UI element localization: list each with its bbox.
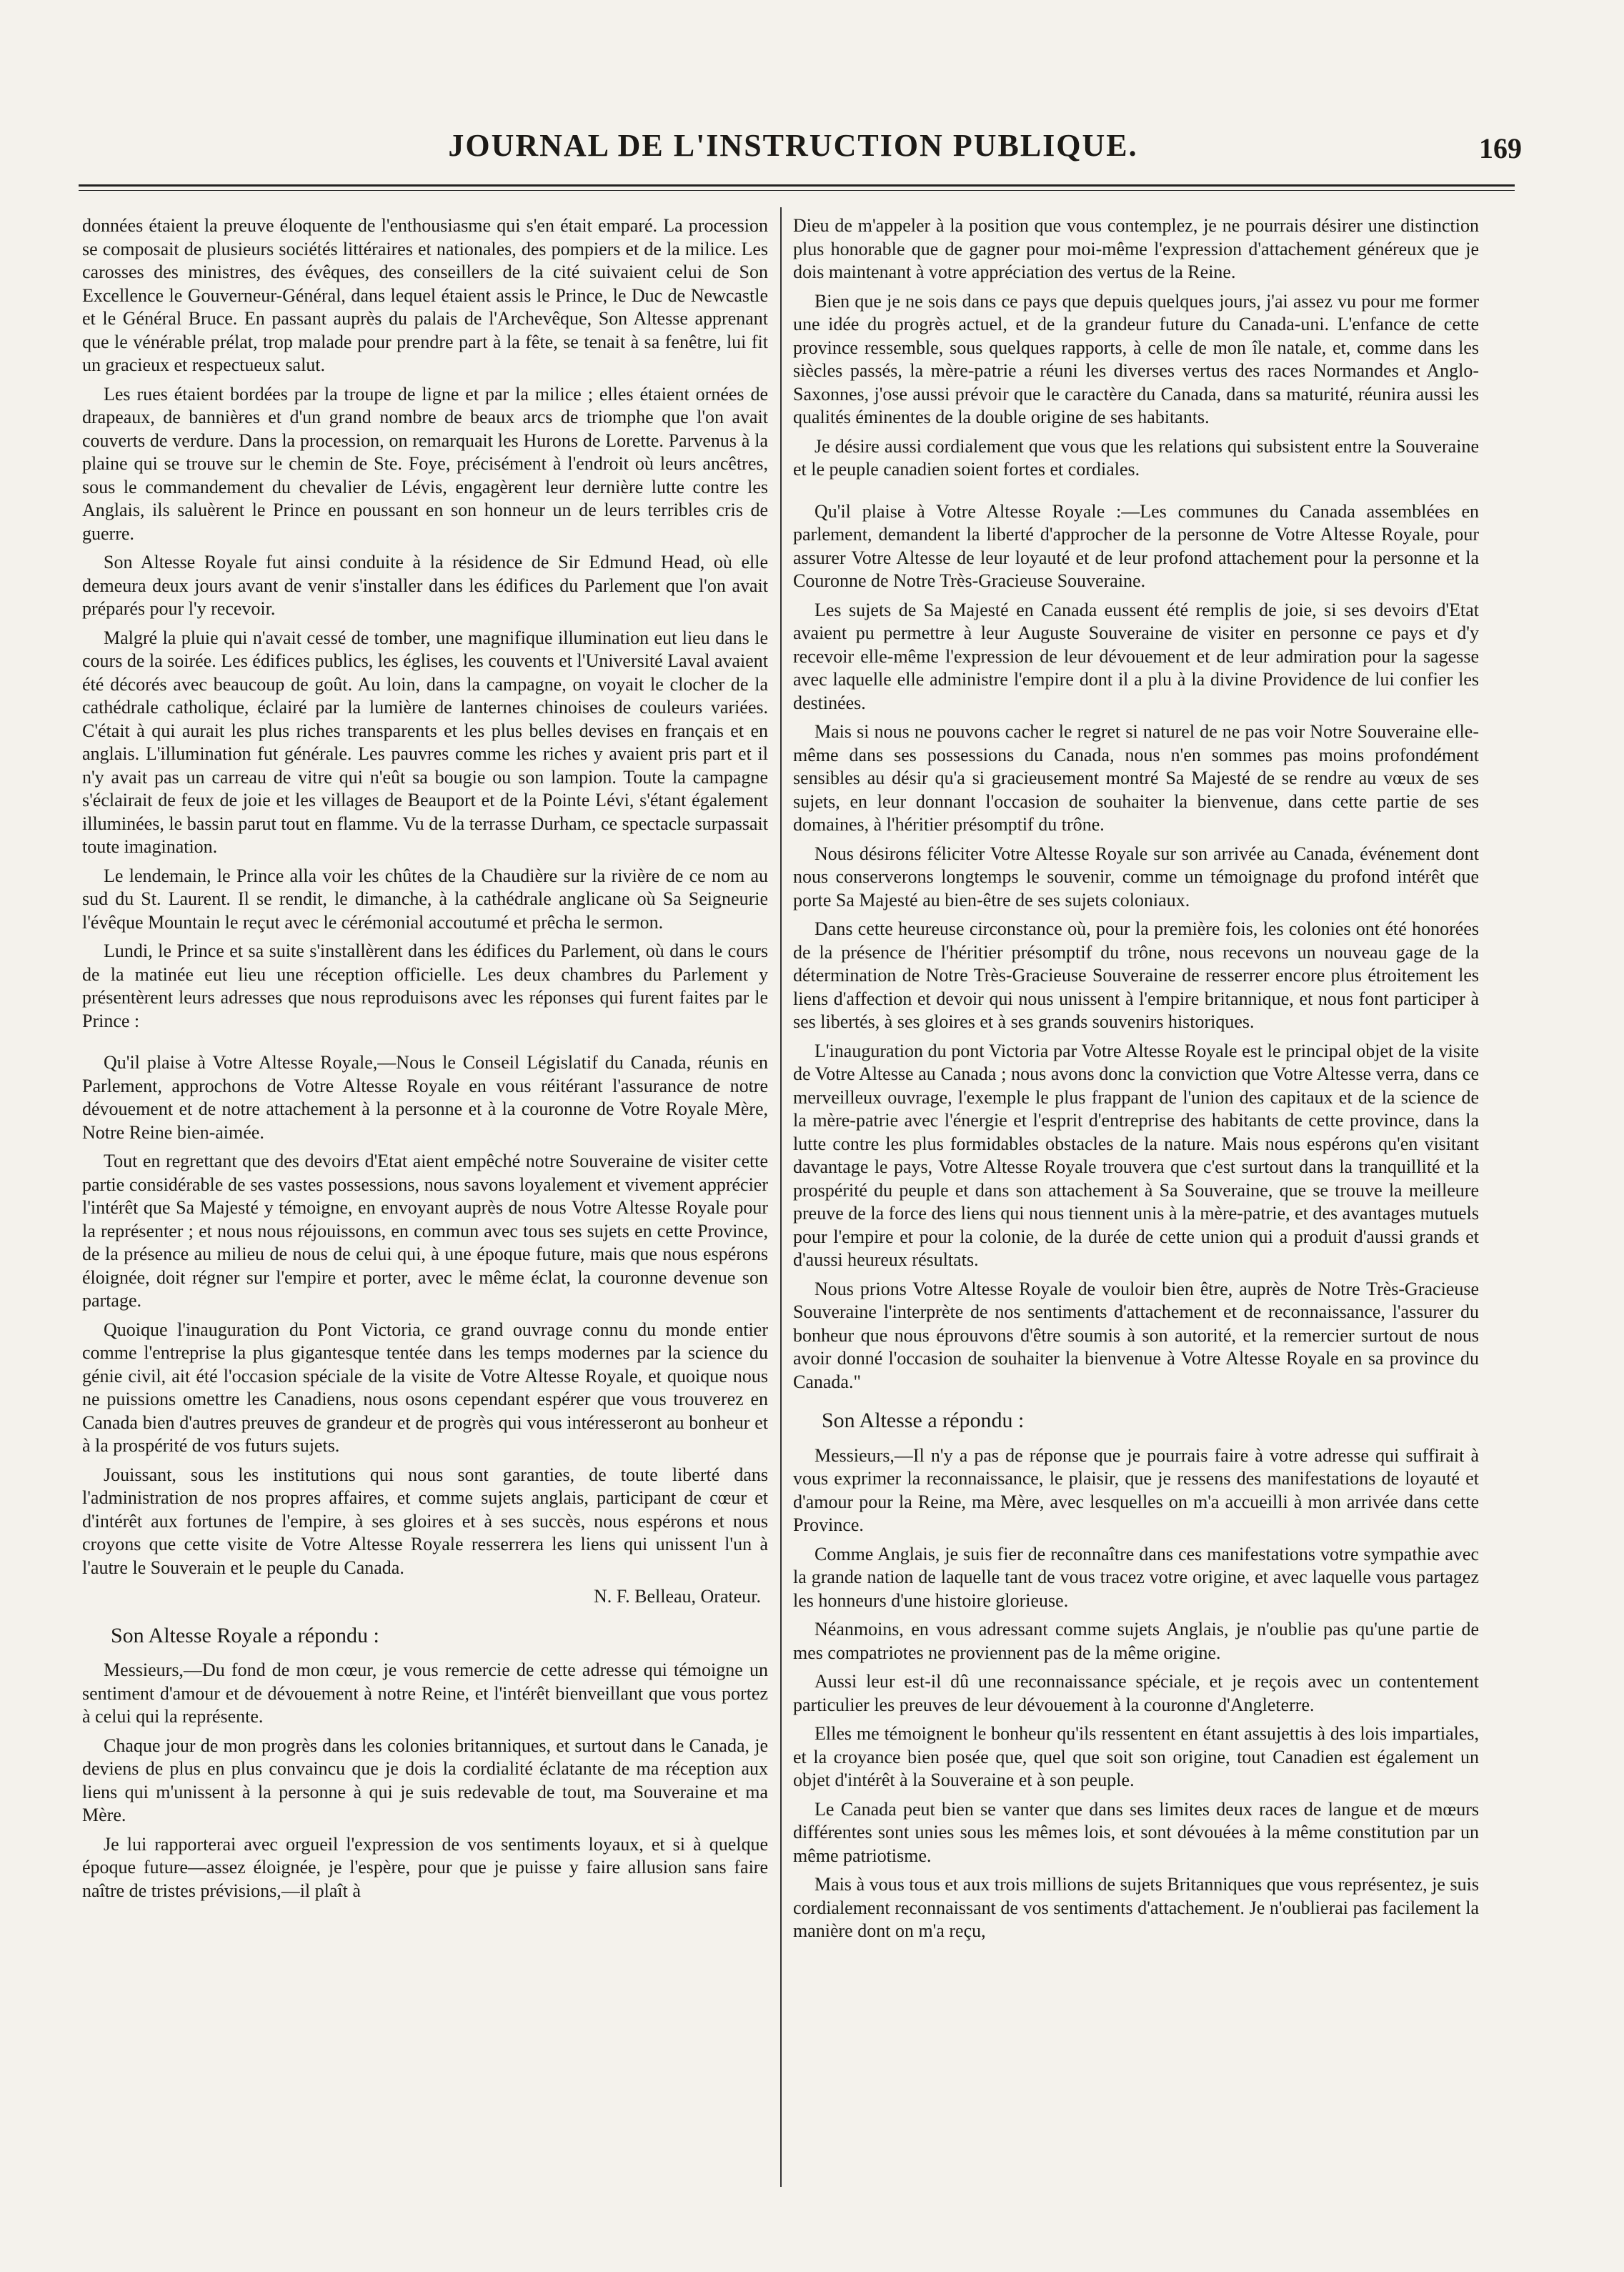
- reply-paragraph: Mais à vous tous et aux trois millions de sujets Britanniques que vous représentez, je suis cordialement reconnaissant de vos sentiments d'attachement. Je n'oublierai pas facilement la manière dont on m'a reçu,: [793, 1874, 1479, 1941]
- reply-paragraph: Elles me témoignent le bonheur qu'ils ressentent en étant assujettis à des lois impartiales, et la croyance bien posée que, quel que soit son origine, tout Canadien est également un objet d'intérêt à la Souveraine et à son peuple.: [793, 1723, 1479, 1790]
- paragraph: Bien que je ne sois dans ce pays que depuis quelques jours, j'ai assez vu pour me former une idée du progrès actuel, et de la grandeur future du Canada-uni. L'enfance de cette province ressemble, sous quelques rapports, à celle de mon île natale, et, comme dans les siècles passés, la mère-patrie a réuni les diverses vertus des races Normandes et Anglo-Saxonnes, j'ose aussi prévoir que le caractère du Canada, dans sa maturité, réunira aussi les qualités éminentes de la double origine de ses habitants.: [793, 290, 1479, 427]
- reply-paragraph: Chaque jour de mon progrès dans les colonies britanniques, et surtout dans le Canada, je deviens de plus en plus convaincu que je dois la cordialité éclatante de ma réception aux liens qui m'unissent à la personne à qui je suis redevable de tout, ma Souveraine et ma Mère.: [82, 1735, 768, 1825]
- reply-paragraph: Je lui rapporterai avec orgueil l'expression de vos sentiments loyaux, et si à quelque époque future—assez éloignée, je l'espère, pour que je puisse y faire allusion sans faire naître de tristes prévisions,—il plaît à: [82, 1833, 768, 1901]
- address-paragraph: Qu'il plaise à Votre Altesse Royale,—Nous le Conseil Législatif du Canada, réunis en Parlement, approchons de Votre Altesse Royale en vous réitérant l'assurance de notre dévouement et de notre attachement à la personne et à la couronne de Votre Royale Mère, Notre Reine bien-aimée.: [82, 1052, 768, 1143]
- paragraph: Son Altesse Royale fut ainsi conduite à la résidence de Sir Edmund Head, où elle demeura deux jours avant de venir s'installer dans les édifices du Parlement que l'on avait préparés pour l'y recevoir.: [82, 552, 768, 619]
- paragraph: données étaient la preuve éloquente de l'enthousiasme qui s'en était emparé. La procession se composait de plusieurs sociétés littéraires et nationales, des pompiers et de la milice. Les carosses des ministres, des évêques, des conseillers de la cité suivaient celui de Son Excellence le Gouverneur-Général, dans lequel étaient assis le Prince, le Duc de Newcastle et le Général Bruce. En passant auprès du palais de l'Archevêque, Son Altesse apprenant que le vénérable prélat, trop malade pour prendre part à la fête, se tenait à sa fenêtre, lui fit un gracieux et respectueux salut.: [82, 215, 768, 375]
- address-paragraph: Quoique l'inauguration du Pont Victoria, ce grand ouvrage connu du monde entier comme l'entreprise la plus gigantesque tentée dans les temps modernes par la science du génie civil, ait été l'occasion spéciale de la visite de Votre Altesse Royale, et quoique nous ne puissions omettre les Canadiens, nous osons cependant espérer que vous trouverez en Canada bien d'autres preuves de grandeur et de progrès qui vous intéresseront au bonheur et à la prospérité de vos futurs sujets.: [82, 1319, 768, 1456]
- paragraph: Malgré la pluie qui n'avait cessé de tomber, une magnifique illumination eut lieu dans le cours de la soirée. Les édifices publics, les églises, les couvents et l'Université Laval avaient été décorés avec beaucoup de goût. Au loin, dans la campagne, on voyait le clocher de la cathédrale catholique, éclairé par la lumière de lanternes chinoises de couleurs variées. C'était à qui aurait les plus riches transparents et les plus belles devises en français et en anglais. L'illumination fut générale. Les pauvres comme les riches y avaient pris part et il n'y avait pas un carreau de vitre qui n'eût sa bougie ou son lampion. Toute la campagne s'éclairait de feux de joie et les villages de Beauport et de la Pointe Lévi, s'étant également illuminées, le bassin parut tout en flamme. Vu de la terrasse Durham, ce spectacle surpassait toute imagination.: [82, 627, 768, 857]
- right-column: [793, 214, 1479, 2216]
- reply-paragraph: Néanmoins, en vous adressant comme sujets Anglais, je n'oublie pas qu'une partie de mes compatriotes ne proviennent pas de la même origine.: [793, 1619, 1479, 1663]
- reply-paragraph: Messieurs,—Il n'y a pas de réponse que je pourrais faire à votre adresse qui suffirait à vous exprimer la reconnaissance, le plaisir, que je ressens des manifestations de loyauté et d'amour pour la Reine, ma Mère, avec lesquelles on m'a accueilli à mon arrivée dans cette Province.: [793, 1444, 1479, 1535]
- journal-title: JOURNAL DE L'INSTRUCTION PUBLIQUE.: [448, 128, 1138, 163]
- address-paragraph: Jouissant, sous les institutions qui nous sont garanties, de toute liberté dans l'administration de nos propres affaires, et comme sujets anglais, participant de cœur et d'intérêt aux fortunes de l'empire, à ses gloires et à ses succès, nous espérons et nous croyons que cette visite de Votre Altesse Royale resserrera les liens qui unissent l'un à l'autre le Souverain et le peuple du Canada.: [82, 1464, 768, 1578]
- page-number: 169: [1479, 132, 1522, 164]
- paragraph: Je désire aussi cordialement que vous que les relations qui subsistent entre la Souveraine et le peuple canadien soient fortes et cordiales.: [793, 435, 1479, 480]
- signature: N. F. Belleau, Orateur.: [593, 1586, 761, 1607]
- left-column: [82, 214, 768, 2216]
- address-paragraph: Dans cette heureuse circonstance où, pour la première fois, les colonies ont été honorées de la présence de l'héritier présomptif du trône, nous recevons un nouveau gage de la détermination de Notre Très-Gracieuse Souveraine de resserrer encore plus étroitement les liens d'affection et devoir qui nous unissent à l'empire britannique, et nous font participer à ses libertés, à ses gloires et à ses grands souvenirs historiques.: [793, 918, 1479, 1032]
- reply-paragraph: Comme Anglais, je suis fier de reconnaître dans ces manifestations votre sympathie avec la grande nation de laquelle tant de vous tracez votre origine, et avec laquelle vous partagez les honneurs d'une histoire glorieuse.: [793, 1543, 1479, 1611]
- paragraph: Le lendemain, le Prince alla voir les chûtes de la Chaudière sur la rivière de ce nom au sud du St. Laurent. Il se rendit, le dimanche, à la cathédrale anglicane où Sa Seigneurie l'évêque Mountain le reçut avec le cérémonial accoutumé et prêcha le sermon.: [82, 865, 768, 933]
- header-rule-thin: [79, 190, 1515, 191]
- paragraph: Les rues étaient bordées par la troupe de ligne et par la milice ; elles étaient ornées de drapeaux, de bannières et d'un grand nombre de beaux arcs de triomphe que l'on avait couverts de verdure. Dans la procession, on remarquait les Hurons de Lorette. Parvenus à la plaine qui se trouve sur le chemin de Ste. Foye, précisément à l'endroit où leurs ancêtres, sous le commandement du chevalier de Lévis, engagèrent leur dernière lutte contre les Anglais, ils saluèrent le Prince en poussant en son honneur un de leurs terribles cris de guerre.: [82, 383, 768, 544]
- reply-paragraph: Messieurs,—Du fond de mon cœur, je vous remercie de cette adresse qui témoigne un sentiment d'amour et de dévouement à notre Reine, et l'intérêt bienveillant que vous portez à celui qui la représente.: [82, 1660, 768, 1727]
- address-paragraph: Nous prions Votre Altesse Royale de vouloir bien être, auprès de Notre Très-Gracieuse Souveraine l'interprète de nos sentiments d'attachement et de reconnaissance, l'assurer du bonheur que nous éprouvons d'être soumis à son autorité, et la remercier surtout de nous avoir donné l'occasion de souhaiter la bienvenue à Votre Altesse Royale en sa province du Canada.": [793, 1278, 1479, 1392]
- address-paragraph: Nous désirons féliciter Votre Altesse Royale sur son arrivée au Canada, événement dont nous conserverons longtemps le souvenir, comme un témoignage du profond intérêt que porte Sa Majesté au bien-être de ses sujets coloniaux.: [793, 843, 1479, 911]
- paragraph: Lundi, le Prince et sa suite s'installèrent dans les édifices du Parlement, où dans le cours de la matinée eut lieu une réception officielle. Les deux chambres du Parlement y présentèrent leurs adresses que nous reproduisons avec les réponses qui furent faites par le Prince :: [82, 941, 768, 1031]
- header-rule: [79, 184, 1515, 187]
- page-header: [79, 127, 1522, 170]
- section-heading: Son Altesse Royale a répondu :: [111, 1623, 379, 1647]
- reply-paragraph: Le Canada peut bien se vanter que dans ses limites deux races de langue et de mœurs différentes sont unies sous les mêmes lois, et sont dévouées à la même constitution par un même patriotisme.: [793, 1798, 1479, 1866]
- address-paragraph: Tout en regrettant que des devoirs d'Etat aient empêché notre Souveraine de visiter cette partie considérable de ses vastes possessions, nous savons loyalement et vivement apprécier l'intérêt que Sa Majesté y témoigne, en envoyant auprès de nous Votre Altesse Royale pour la représenter ; et nous nous réjouissons, en commun avec tous ses sujets en cette Province, de la présence au milieu de nous de celui qui, à une époque future, mais que nous espérons éloignée, doit régner sur l'empire et porter, avec le même éclat, la couronne devenue son partage.: [82, 1151, 768, 1311]
- address-paragraph: Mais si nous ne pouvons cacher le regret si naturel de ne pas voir Notre Souveraine elle-même dans ses possessions du Canada, nous n'en sommes pas moins profondément sensibles au désir qu'a si gracieusement montré Sa Majesté de se rendre au vœux de ses sujets, en leur donnant l'occasion de souhaiter la bienvenue, dans cette partie de ses domaines, à l'héritier présomptif du trône.: [793, 721, 1479, 835]
- paragraph: Dieu de m'appeler à la position que vous contemplez, je ne pourrais désirer une distinction plus honorable que de gagner pour moi-même l'expression d'attachement généreux que je dois maintenant à votre appréciation des vertus de la Reine.: [793, 215, 1479, 282]
- column-divider: [780, 207, 782, 2187]
- address-paragraph: Les sujets de Sa Majesté en Canada eussent été remplis de joie, si ses devoirs d'Etat avaient pu permettre à leur Auguste Souveraine de visiter en personne ce pays et d'y recevoir elle-même l'expression de leur dévouement et de leur admiration pour la sagesse avec laquelle elle administre l'empire dont il a plu à la divine Providence de lui confier les destinées.: [793, 599, 1479, 713]
- section-heading: Son Altesse a répondu :: [822, 1409, 1025, 1432]
- address-paragraph: L'inauguration du pont Victoria par Votre Altesse Royale est le principal objet de la visite de Votre Altesse au Canada ; nous avons donc la conviction que Votre Altesse verra, dans ce merveilleux ouvrage, l'exemple le plus frappant de l'union des capitaux et de la science de la mère-patrie avec l'énergie et l'esprit d'entreprise des habitants de cette province, dans la lutte contre les plus formidables obstacles de la nature. Mais nous espérons qu'en visitant davantage le pays, Votre Altesse Royale trouvera que c'est surtout dans la tranquillité et la prospérité du peuple et dans son attachement à Sa Souveraine, que se trouve la meilleure preuve de la force des liens qui nous tiennent unis à la mère-patrie, et des avantages mutuels pour l'empire et pour la colonie, de la durée de cette union qui a produit d'aussi grands et d'aussi heureux résultats.: [793, 1040, 1479, 1270]
- address-paragraph: Qu'il plaise à Votre Altesse Royale :—Les communes du Canada assemblées en parlement, demandent la liberté d'approcher de la personne de Votre Altesse Royale, pour assurer Votre Altesse de leur loyauté et de leur profond attachement pour la personne et la Couronne de Notre Très-Gracieuse Souveraine.: [793, 500, 1479, 591]
- reply-paragraph: Aussi leur est-il dû une reconnaissance spéciale, et je reçois avec un contentement particulier les preuves de leur dévouement à la couronne d'Angleterre.: [793, 1671, 1479, 1715]
